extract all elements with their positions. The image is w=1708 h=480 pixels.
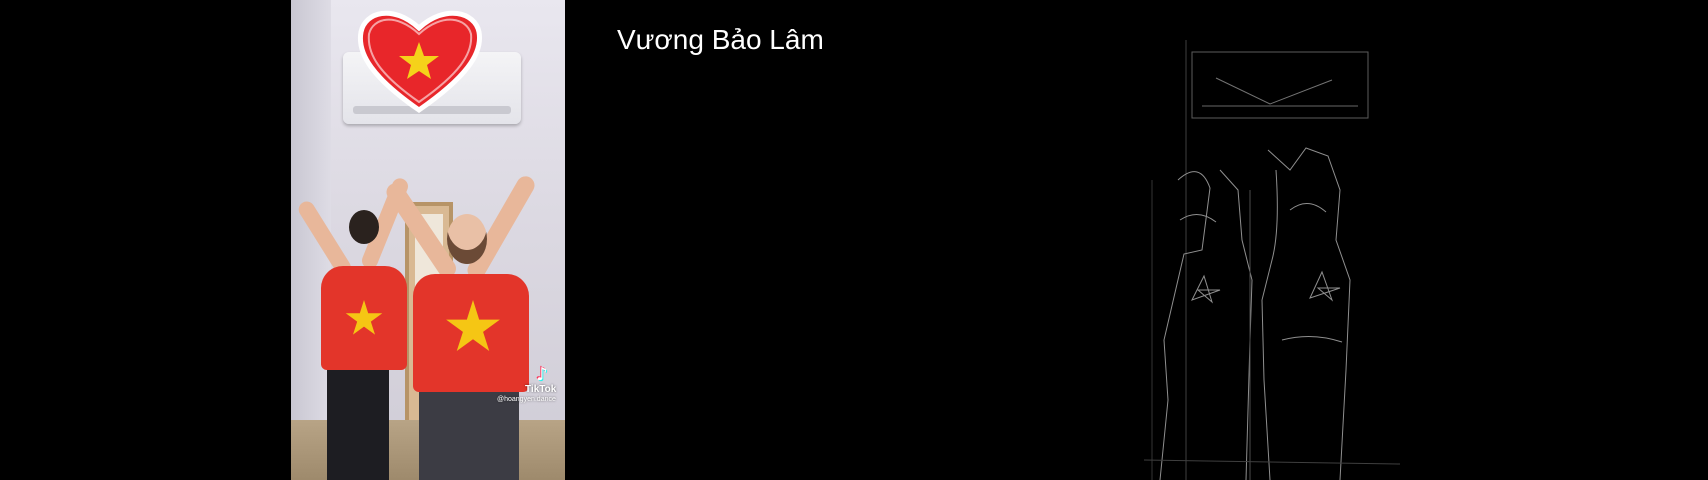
heart-sticker-icon bbox=[353, 4, 485, 116]
tiktok-brand: TikTok bbox=[525, 384, 557, 395]
caption-title: Vương Bảo Lâm bbox=[617, 24, 824, 55]
video-frame[interactable] bbox=[291, 0, 565, 480]
dancer-right-skirt bbox=[419, 392, 519, 480]
dancer-right-head bbox=[447, 214, 487, 264]
edge-detection-frame bbox=[1140, 40, 1410, 480]
dancer-left-pants bbox=[327, 370, 389, 480]
tiktok-handle: @hoangyen.dance bbox=[497, 396, 556, 403]
tiktok-logo-icon: ♪ bbox=[536, 364, 548, 385]
dancer-right bbox=[403, 156, 533, 480]
dancer-left-head bbox=[349, 210, 379, 244]
